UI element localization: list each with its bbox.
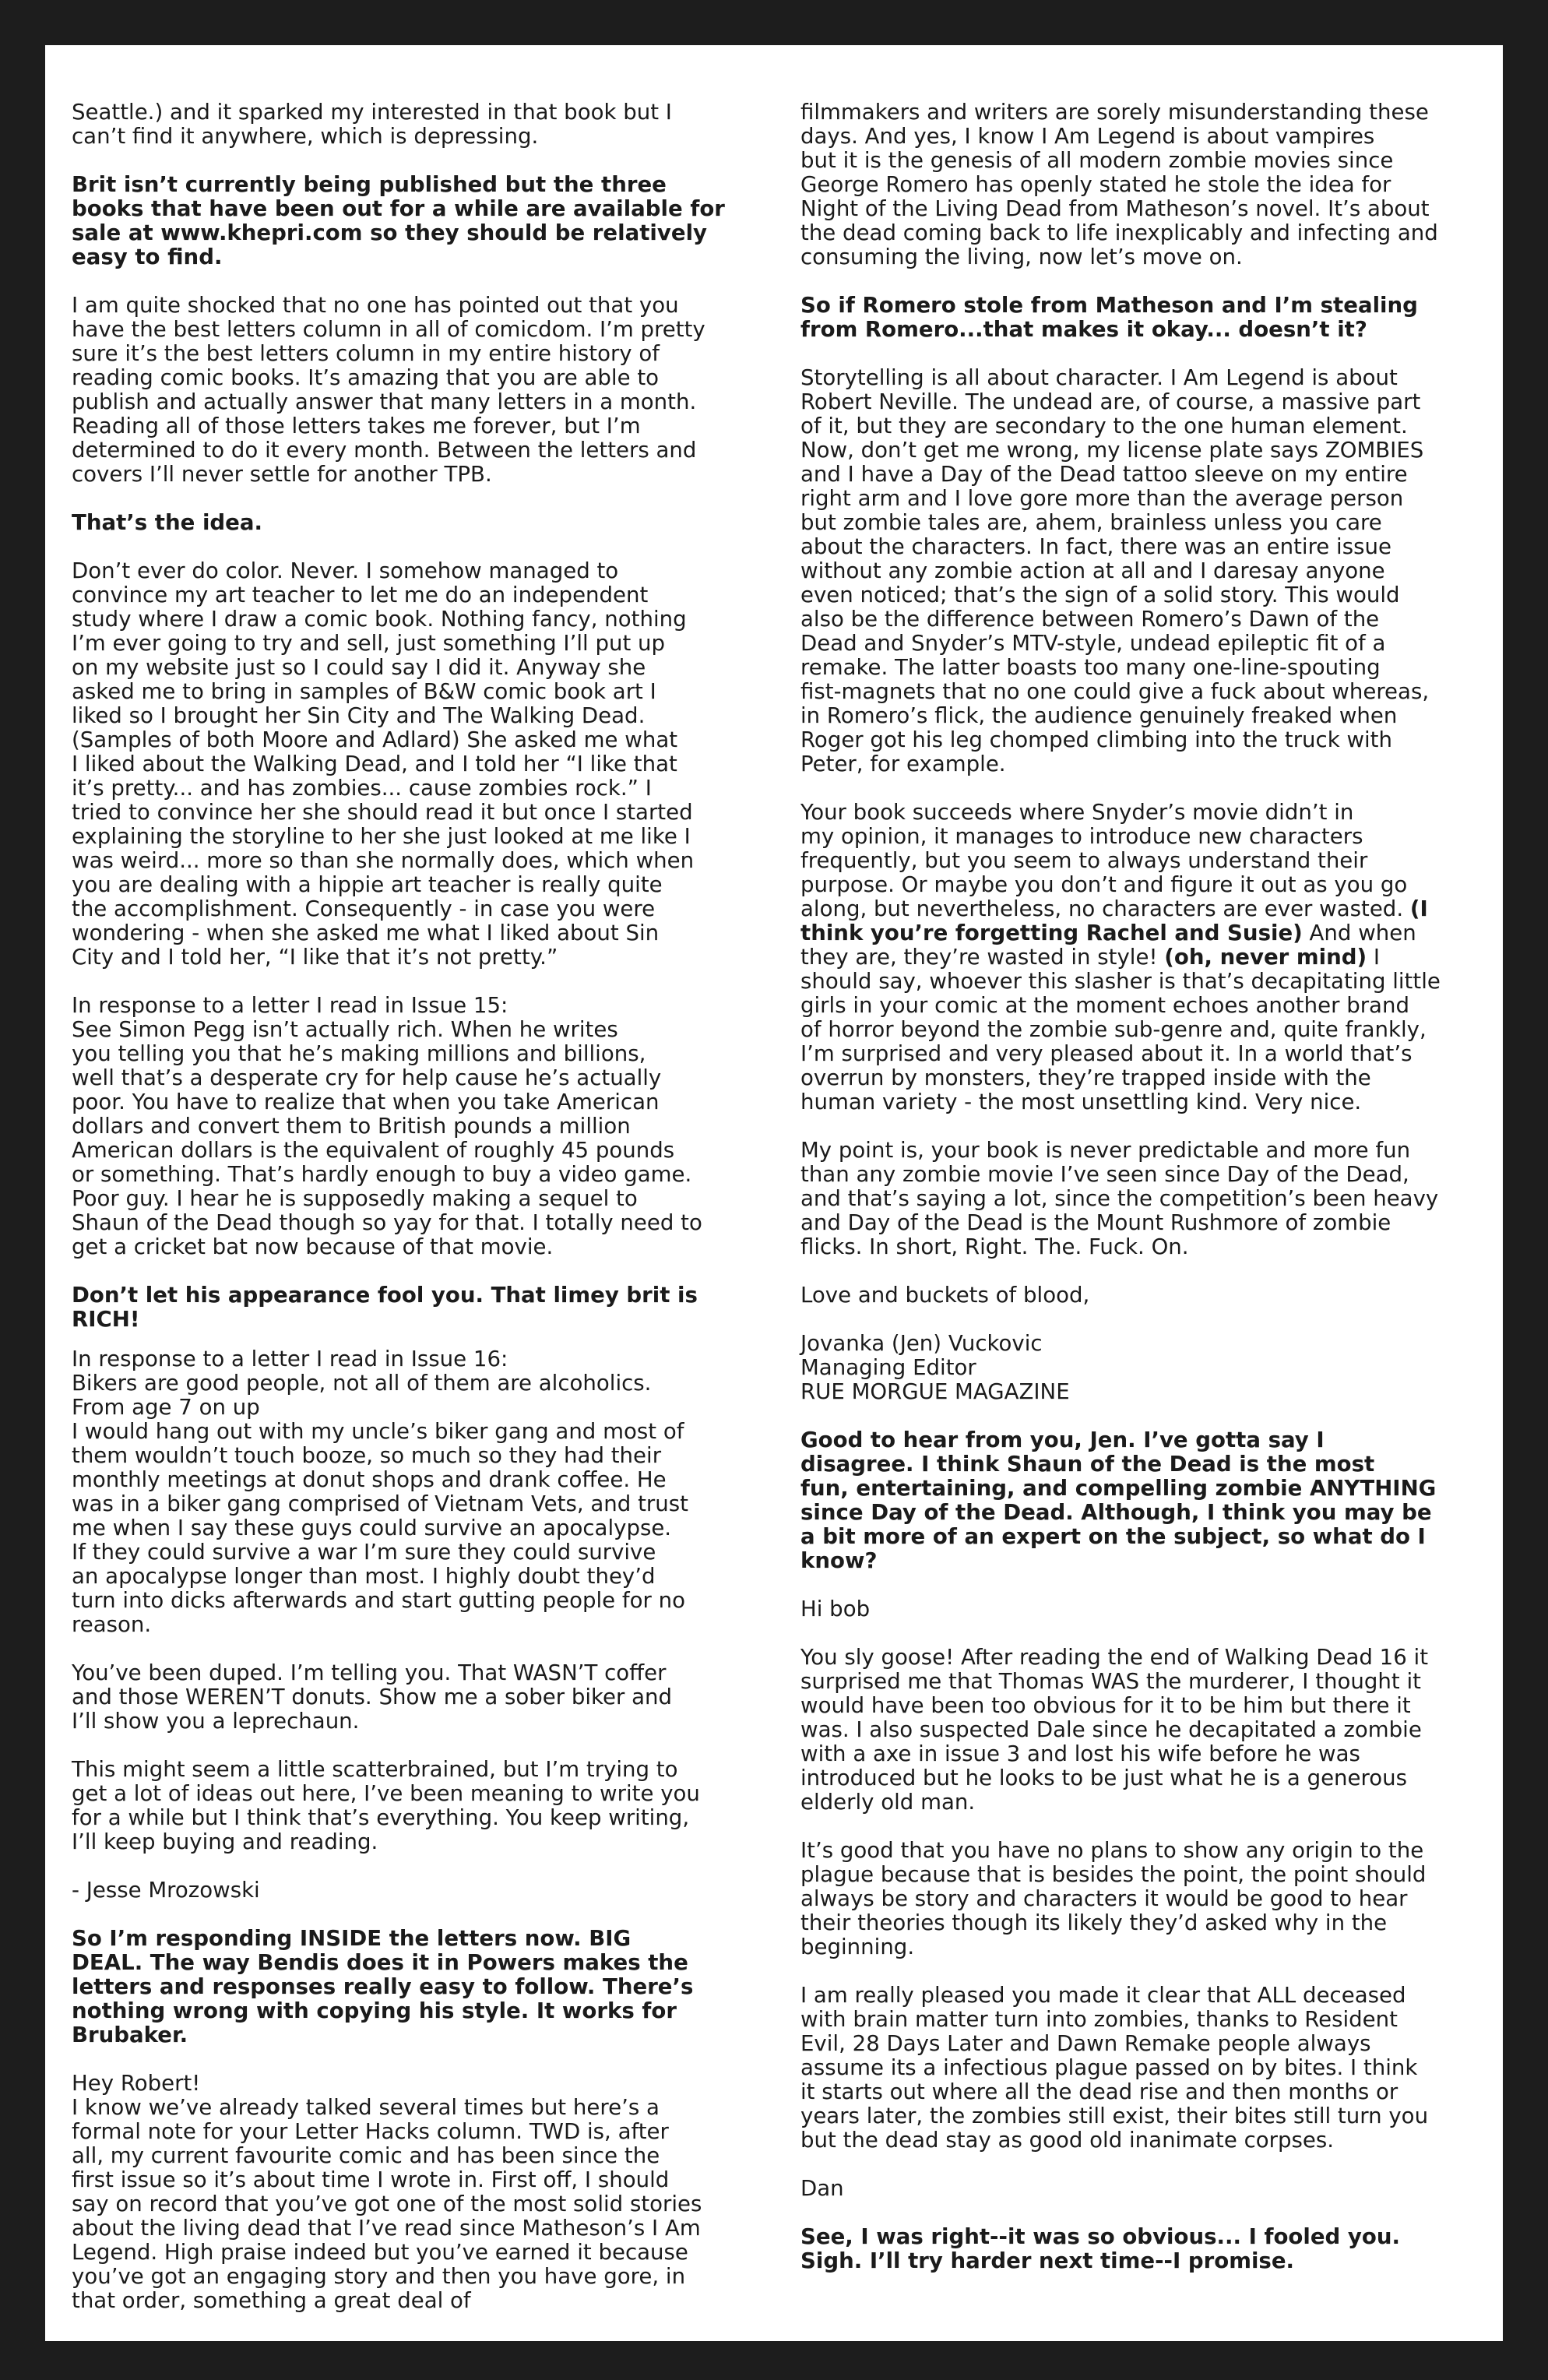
editor-response: See, I was right--it was so obvious... I fooled you. Sigh. I’ll try harder next time--I promise. xyxy=(800,2223,1400,2273)
letter-paragraph-with-inline-responses xyxy=(800,800,1467,1114)
editor-response: Good to hear from you, Jen. I’ve gotta say I disagree. I think Shaun of the Dead is the most fun, entertaining, and compelling zombie ANYTHING since Day of the Dead. Although, I think you may be a bit more of an expert on the subject, so what do I know? xyxy=(800,1427,1437,1573)
letter-paragraph: Seattle.) and it sparked my interested in that book but I can’t find it anywhere, which is depressing. xyxy=(72,99,672,149)
editor-response: So I’m responding INSIDE the letters now. BIG DEAL. The way Bendis does it in Powers makes the letters and responses really easy to follow. There’s nothing wrong with copying his style. It works for Brubaker. xyxy=(72,1925,694,2047)
editor-response: Brit isn’t currently being published but the three books that have been out for a while are available for sale at www.khepri.com so they should be relatively easy to find. xyxy=(72,171,725,269)
letter-text: And when they are, they’re wasted in style! xyxy=(800,920,1416,970)
editor-response: That’s the idea. xyxy=(72,509,262,535)
editor-response: You’ve been duped. I’m telling you. That WASN’T coffer and those WEREN’T donuts. Show me a sober biker and I’ll show you a leprechaun. xyxy=(72,1660,673,1734)
letter-paragraph: You sly goose! After reading the end of Walking Dead 16 it surprised me that Thomas WAS the murderer, I thought it would have been too obvious for it to be him but there it was. I also suspected Dale since he decapitated a zombie with a axe in issue 3 and lost his wife before he was introduced but he looks to be just what he is a generous elderly old man. xyxy=(800,1644,1429,1815)
letter-paragraph: filmmakers and writers are sorely misunderstanding these days. And yes, I know I Am Legend is about vampires but it is the genesis of all modern zombie movies since George Romero has openly stated he stole the idea for Night of the Living Dead from Matheson’s novel. It’s about the dead coming back to life inexplicably and infecting and consuming the living, now let’s move on. xyxy=(800,99,1438,269)
editor-response: Don’t let his appearance fool you. That limey brit is RICH! xyxy=(72,1282,698,1332)
letter-signature: - Jesse Mrozowski xyxy=(72,1877,260,1903)
letter-paragraph: Hey Robert! I know we’ve already talked several times but here’s a formal note for your Letter Hacks column. TWD is, after all, my current favourite comic and has been since the first issue so it’s about time I wrote in. First off, I should say on record that you’ve got one of the most solid stories about the living dead that I’ve read since Matheson’s I Am Legend. High praise indeed but you’ve earned it because you’ve got an engaging story and then you have gore, in that order, something a great deal of xyxy=(72,2070,702,2313)
letter-paragraph: In response to a letter I read in Issue 16: Bikers are good people, not all of them are alcoholics. From age 7 on up I would hang out with my uncle’s biker gang and most of them wouldn’t touch booze, so much so they had their monthly meetings at donut shops and drank coffee. He was in a biker gang comprised of Vietnam Vets, and trust me when I say these guys could survive an apocalypse. If they could survive a war I’m sure they could survive an apocalypse longer than most. I highly doubt they’d turn into dicks afterwards and start gutting people for no reason. xyxy=(72,1346,688,1637)
letters-page xyxy=(45,45,1503,2341)
letter-paragraph: In response to a letter I read in Issue 15: See Simon Pegg isn’t actually rich. When he writes you telling you that he’s making millions and billions, well that’s a desperate cry for help cause he’s actually poor. You have to realize that when you take American dollars and convert them to British pounds a million American dollars is the equivalent of roughly 45 pounds or something. That’s hardly enough to buy a video game. Poor guy. I hear he is supposedly making a sequel to Shaun of the Dead though so yay for that. I totally need to get a cricket bat now because of that movie. xyxy=(72,992,702,1259)
editor-response: So if Romero stole from Matheson and I’m stealing from Romero...that makes it okay... doesn’t it? xyxy=(800,292,1418,342)
right-column xyxy=(800,100,1467,2297)
inline-editor-response: (oh, never mind) xyxy=(1164,944,1367,970)
letter-greeting: Hi bob xyxy=(800,1596,871,1621)
left-column xyxy=(72,100,757,2336)
letter-signature: Jovanka (Jen) Vuckovic Managing Editor RUE MORGUE MAGAZINE xyxy=(800,1330,1070,1404)
inline-editor-response: (I think you’re forgetting Rachel and Susie) xyxy=(800,896,1428,945)
letter-paragraph: I am really pleased you made it clear that ALL deceased with brain matter turn into zombies, thanks to Resident Evil, 28 Days Later and Dawn Remake people always assume its a infectious plague passed on by bites. I think it starts out where all the dead rise and then months or years later, the zombies still exist, their bites still turn you but the dead stay as good old inanimate corpses. xyxy=(800,1982,1429,2153)
letter-paragraph: Don’t ever do color. Never. I somehow managed to convince my art teacher to let me do an independent study where I draw a comic book. Nothing fancy, nothing I’m ever going to try and sell, just something I’ll put up on my website just so I could say I did it. Anyway she asked me to bring in samples of B&W comic book art I liked so I brought her Sin City and The Walking Dead. (Samples of both Moore and Adlard) She asked me what I liked about the Walking Dead, and I told her “I like that it’s pretty... and has zombies... cause zombies rock.” I tried to convince her she should read it but once I started explaining the storyline to her she just looked at me like I was weird... more so than she normally does, which when you are dealing with a hippie art teacher is really quite the accomplishment. Consequently - in case you were wondering - when she asked me what I liked about Sin City and I told her, “I like that it’s not pretty.” xyxy=(72,558,695,970)
letter-paragraph: This might seem a little scatterbrained, but I’m trying to get a lot of ideas out here, I’ve been meaning to write you for a while but I think that’s everything. You keep writing, I’ll keep buying and reading. xyxy=(72,1756,700,1854)
letter-paragraph: My point is, your book is never predictable and more fun than any zombie movie I’ve seen since Day of the Dead, and that’s saying a lot, since the competition’s been heavy and Day of the Dead is the Mount Rushmore of zombie flicks. In short, Right. The. Fuck. On. xyxy=(800,1137,1439,1259)
letter-closing: Love and buckets of blood, xyxy=(800,1282,1090,1308)
letter-paragraph: I am quite shocked that no one has pointed out that you have the best letters column in all of comicdom. I’m pretty sure it’s the best letters column in my entire history of reading comic books. It’s amazing that you are able to publish and actually answer that many letters in a month. Reading all of those letters takes me forever, but I’m determined to do it every month. Between the letters and covers I’ll never settle for another TPB. xyxy=(72,292,705,487)
letter-paragraph: Storytelling is all about character. I Am Legend is about Robert Neville. The undead are, of course, a massive part of it, but they are secondary to the one human element. Now, don’t get me wrong, my license plate says ZOMBIES and I have a Day of the Dead tattoo sleeve on my entire right arm and I love gore more than the average person but zombie tales are, ahem, brainless unless you care about the characters. In fact, there was an entire issue without any zombie action at all and I daresay anyone even noticed; that’s the sign of a solid story. This would also be the difference between Romero’s Dawn of the Dead and Snyder’s MTV-style, undead epileptic fit of a remake. The latter boasts too many one-line-spouting fist-magnets that no one could give a fuck about whereas, in Romero’s flick, the audience genuinely freaked when Roger got his leg chomped climbing into the truck with Peter, for example. xyxy=(800,364,1430,776)
letter-text: I should say, whoever this slasher is that’s decapitating little girls in your comic at the moment echoes another brand of horror beyond the zombie sub-genre and, quite frankly, I’m surprised and very pleased about it. In a world that’s overrun by monsters, they’re trapped inside with the human variety - the most unsettling kind. Very nice. xyxy=(800,944,1441,1114)
letter-paragraph: It’s good that you have no plans to show any origin to the plague because that is besides the point, the point should always be story and characters it would be good to hear their theories though its likely they’d asked why in the beginning. xyxy=(800,1837,1427,1959)
letter-text: Your book succeeds where Snyder’s movie didn’t in my opinion, it manages to introduce new characters frequently, but you seem to always understand their purpose. Or maybe you don’t and figure it out as you go along, but nevertheless, no characters are ever wasted. xyxy=(800,799,1408,921)
letter-signature: Dan xyxy=(800,2175,844,2201)
